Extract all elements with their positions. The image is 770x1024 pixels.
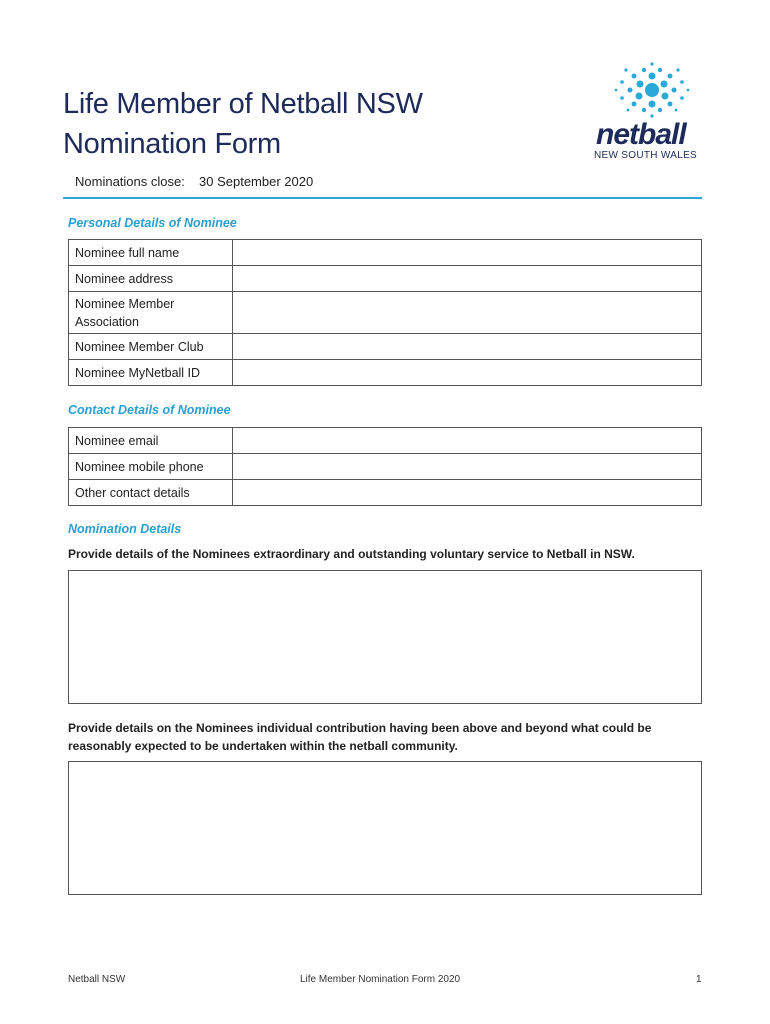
footer-org: Netball NSW xyxy=(68,974,126,985)
field-label: Nominee MyNetball ID xyxy=(69,360,233,386)
table-row xyxy=(69,334,702,360)
personal-details-heading: Personal Details of Nominee xyxy=(68,216,237,230)
field-label: Nominee Member Association xyxy=(69,292,233,334)
contact-details-table xyxy=(68,427,702,506)
service-details-textarea[interactable] xyxy=(68,570,702,704)
nominee-mynetball-id-field[interactable] xyxy=(233,360,702,386)
contribution-details-textarea[interactable] xyxy=(68,761,702,895)
field-label: Nominee email xyxy=(69,428,233,454)
nominee-address-field[interactable] xyxy=(233,266,702,292)
nomination-details-heading: Nomination Details xyxy=(68,522,182,536)
field-label: Nominee Member Club xyxy=(69,334,233,360)
nominations-close xyxy=(75,174,313,189)
title-line-1: Life Member of Netball NSW xyxy=(63,88,423,120)
table-row xyxy=(69,266,702,292)
field-label: Other contact details xyxy=(69,480,233,506)
nominee-member-association-field[interactable] xyxy=(233,292,702,334)
header-divider xyxy=(63,197,702,199)
nominee-email-field[interactable] xyxy=(233,428,702,454)
field-label: Nominee address xyxy=(69,266,233,292)
other-contact-details-field[interactable] xyxy=(233,480,702,506)
page-number: 1 xyxy=(696,974,702,985)
nominee-full-name-field[interactable] xyxy=(233,240,702,266)
title-line-2: Nomination Form xyxy=(63,128,281,160)
footer-doc-title: Life Member Nomination Form 2020 xyxy=(300,974,461,985)
table-row xyxy=(69,292,702,334)
table-row xyxy=(69,360,702,386)
logo-subtitle: NEW SOUTH WALES xyxy=(594,150,698,161)
table-row xyxy=(69,428,702,454)
service-prompt: Provide details of the Nominees extraordinary and outstanding voluntary service to Netball in NSW. xyxy=(68,547,635,561)
close-date: 30 September 2020 xyxy=(199,174,314,189)
field-label: Nominee full name xyxy=(69,240,233,266)
nominee-mobile-phone-field[interactable] xyxy=(233,454,702,480)
close-label: Nominations close: xyxy=(75,174,185,189)
table-row xyxy=(69,454,702,480)
contact-details-heading: Contact Details of Nominee xyxy=(68,403,231,417)
nominee-member-club-field[interactable] xyxy=(233,334,702,360)
page-title xyxy=(63,84,423,164)
logo-wordmark: netball xyxy=(596,118,686,151)
field-label: Nominee mobile phone xyxy=(69,454,233,480)
personal-details-table xyxy=(68,239,702,386)
table-row xyxy=(69,480,702,506)
table-row xyxy=(69,240,702,266)
contribution-prompt: Provide details on the Nominees individual contribution having been above and beyond what could be reasonably expected to be undertaken within the netball community. xyxy=(68,721,652,753)
